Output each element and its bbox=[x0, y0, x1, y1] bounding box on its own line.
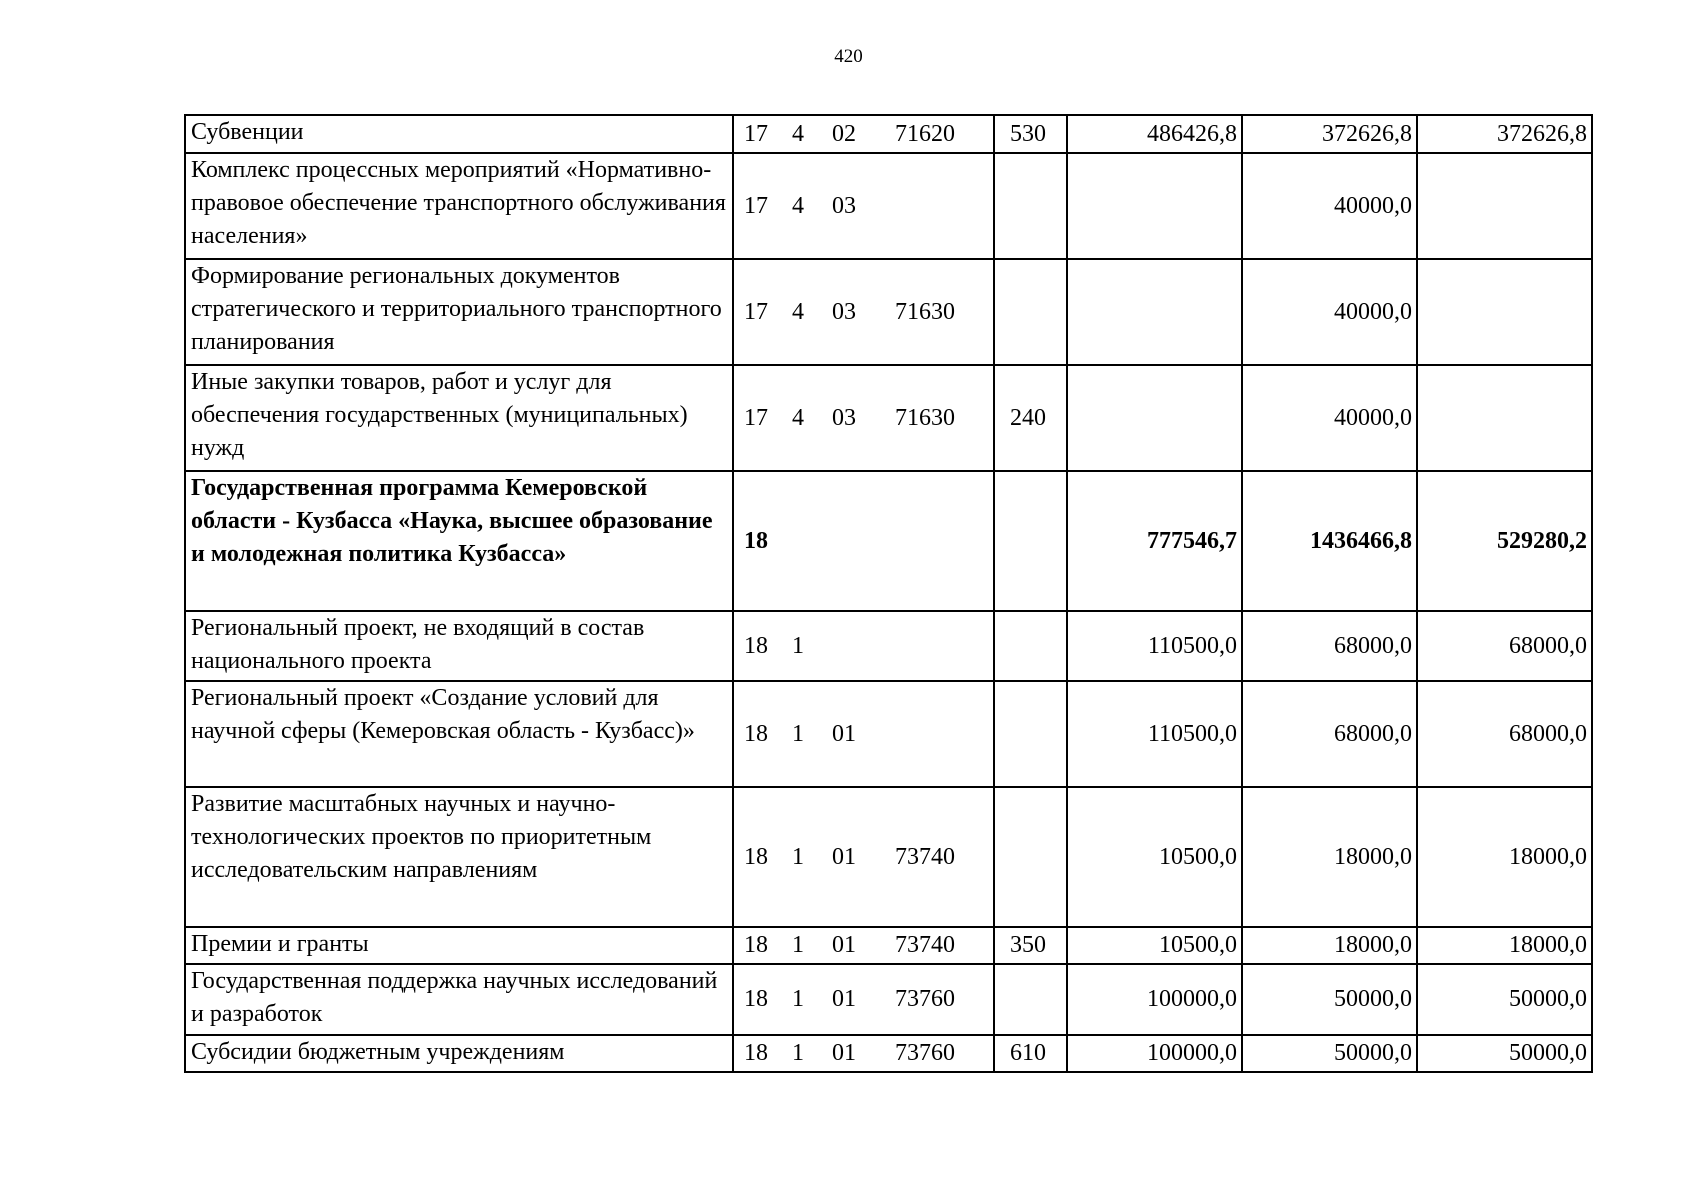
row-name: Развитие масштабных научных и научно-технологических проектов по приоритетным исследовательским направлениям bbox=[185, 787, 733, 927]
row-classification-code bbox=[733, 115, 994, 153]
row-expense-type: 350 bbox=[994, 927, 1067, 964]
row-expense-type bbox=[994, 964, 1067, 1035]
row-name: Субсидии бюджетным учреждениям bbox=[185, 1035, 733, 1072]
row-amount-y1 bbox=[1067, 259, 1242, 365]
table-row bbox=[185, 927, 1592, 964]
code-part-c4: 71630 bbox=[895, 404, 955, 431]
row-expense-type bbox=[994, 259, 1067, 365]
table-row bbox=[185, 259, 1592, 365]
code-part-c4: 73740 bbox=[895, 932, 955, 958]
code-part-c1: 17 bbox=[744, 404, 768, 431]
page-number: 420 bbox=[834, 46, 863, 67]
row-amount-y1: 100000,0 bbox=[1067, 964, 1242, 1035]
code-part-c1: 18 bbox=[744, 1040, 768, 1066]
row-classification-code bbox=[733, 153, 994, 259]
code-part-c1: 17 bbox=[744, 298, 768, 325]
row-amount-y1: 100000,0 bbox=[1067, 1035, 1242, 1072]
row-classification-code bbox=[733, 787, 994, 927]
table-row bbox=[185, 611, 1592, 681]
row-classification-code bbox=[733, 471, 994, 611]
code-part-c2: 1 bbox=[792, 986, 804, 1012]
code-part-c2: 4 bbox=[792, 298, 804, 325]
row-amount-y3: 529280,2 bbox=[1417, 471, 1592, 611]
budget-table-body bbox=[185, 115, 1592, 1072]
code-part-c4: 71620 bbox=[895, 120, 955, 147]
row-amount-y3 bbox=[1417, 259, 1592, 365]
row-amount-y3: 18000,0 bbox=[1417, 927, 1592, 964]
row-amount-y3: 50000,0 bbox=[1417, 964, 1592, 1035]
row-amount-y2: 68000,0 bbox=[1242, 681, 1417, 787]
code-part-c1: 18 bbox=[744, 720, 768, 747]
code-part-c3: 01 bbox=[832, 1040, 856, 1066]
row-expense-type: 240 bbox=[994, 365, 1067, 471]
row-amount-y1 bbox=[1067, 153, 1242, 259]
row-expense-type bbox=[994, 787, 1067, 927]
row-amount-y3: 68000,0 bbox=[1417, 611, 1592, 681]
code-part-c2: 1 bbox=[792, 932, 804, 958]
table-row bbox=[185, 365, 1592, 471]
code-part-c3: 03 bbox=[832, 404, 856, 431]
row-name: Региональный проект «Создание условий для научной сферы (Кемеровская область - Кузбасс)» bbox=[185, 681, 733, 787]
row-amount-y2: 18000,0 bbox=[1242, 927, 1417, 964]
code-part-c3: 03 bbox=[832, 192, 856, 219]
code-part-c2: 1 bbox=[792, 720, 804, 747]
code-part-c2: 4 bbox=[792, 404, 804, 431]
row-classification-code bbox=[733, 611, 994, 681]
code-part-c3: 02 bbox=[832, 120, 856, 147]
row-expense-type bbox=[994, 611, 1067, 681]
row-amount-y3: 68000,0 bbox=[1417, 681, 1592, 787]
row-name: Премии и гранты bbox=[185, 927, 733, 964]
row-amount-y2: 18000,0 bbox=[1242, 787, 1417, 927]
code-part-c1: 17 bbox=[744, 120, 768, 147]
row-amount-y1: 486426,8 bbox=[1067, 115, 1242, 153]
row-amount-y2: 68000,0 bbox=[1242, 611, 1417, 681]
row-amount-y2: 40000,0 bbox=[1242, 153, 1417, 259]
row-amount-y1: 10500,0 bbox=[1067, 927, 1242, 964]
row-name: Формирование региональных документов стратегического и территориального транспортного планирования bbox=[185, 259, 733, 365]
code-part-c3: 01 bbox=[832, 986, 856, 1012]
table-row bbox=[185, 1035, 1592, 1072]
row-classification-code bbox=[733, 259, 994, 365]
row-amount-y3: 18000,0 bbox=[1417, 787, 1592, 927]
row-name: Комплекс процессных мероприятий «Нормативно-правовое обеспечение транспортного обслуживания населения» bbox=[185, 153, 733, 259]
row-amount-y2: 50000,0 bbox=[1242, 964, 1417, 1035]
row-amount-y2: 372626,8 bbox=[1242, 115, 1417, 153]
code-part-c4: 71630 bbox=[895, 298, 955, 325]
row-classification-code bbox=[733, 1035, 994, 1072]
row-amount-y3: 372626,8 bbox=[1417, 115, 1592, 153]
code-part-c3: 01 bbox=[832, 932, 856, 958]
row-expense-type: 530 bbox=[994, 115, 1067, 153]
code-part-c3: 03 bbox=[832, 298, 856, 325]
row-amount-y3: 50000,0 bbox=[1417, 1035, 1592, 1072]
row-name: Иные закупки товаров, работ и услуг для обеспечения государственных (муниципальных) нужд bbox=[185, 365, 733, 471]
row-amount-y3 bbox=[1417, 153, 1592, 259]
code-part-c2: 1 bbox=[792, 1040, 804, 1066]
row-classification-code bbox=[733, 964, 994, 1035]
row-expense-type: 610 bbox=[994, 1035, 1067, 1072]
row-expense-type bbox=[994, 471, 1067, 611]
code-part-c4: 73760 bbox=[895, 1040, 955, 1066]
row-amount-y2: 40000,0 bbox=[1242, 365, 1417, 471]
row-classification-code bbox=[733, 365, 994, 471]
row-classification-code bbox=[733, 927, 994, 964]
code-part-c4: 73760 bbox=[895, 986, 955, 1012]
row-expense-type bbox=[994, 153, 1067, 259]
code-part-c1: 17 bbox=[744, 192, 768, 219]
budget-table bbox=[184, 114, 1593, 1073]
row-amount-y2: 50000,0 bbox=[1242, 1035, 1417, 1072]
code-part-c2: 1 bbox=[792, 632, 804, 659]
code-part-c1: 18 bbox=[744, 932, 768, 958]
code-part-c4: 73740 bbox=[895, 843, 955, 870]
row-name: Субвенции bbox=[185, 115, 733, 153]
code-part-c1: 18 bbox=[744, 986, 768, 1012]
row-expense-type bbox=[994, 681, 1067, 787]
row-name: Региональный проект, не входящий в состав национального проекта bbox=[185, 611, 733, 681]
table-row bbox=[185, 115, 1592, 153]
row-amount-y1: 10500,0 bbox=[1067, 787, 1242, 927]
row-classification-code bbox=[733, 681, 994, 787]
code-part-c2: 4 bbox=[792, 120, 804, 147]
code-part-c3: 01 bbox=[832, 720, 856, 747]
code-part-c1: 18 bbox=[744, 632, 768, 659]
row-amount-y1: 777546,7 bbox=[1067, 471, 1242, 611]
row-amount-y3 bbox=[1417, 365, 1592, 471]
row-amount-y1: 110500,0 bbox=[1067, 611, 1242, 681]
row-amount-y1: 110500,0 bbox=[1067, 681, 1242, 787]
table-row bbox=[185, 153, 1592, 259]
row-name: Государственная программа Кемеровской области - Кузбасса «Наука, высшее образование и молодежная политика Кузбасса» bbox=[185, 471, 733, 611]
table-row bbox=[185, 471, 1592, 611]
code-part-c1: 18 bbox=[744, 843, 768, 870]
code-part-c3: 01 bbox=[832, 843, 856, 870]
table-row bbox=[185, 787, 1592, 927]
row-amount-y2: 1436466,8 bbox=[1242, 471, 1417, 611]
code-part-c2: 1 bbox=[792, 843, 804, 870]
row-amount-y1 bbox=[1067, 365, 1242, 471]
code-part-c1: 18 bbox=[744, 527, 768, 554]
row-amount-y2: 40000,0 bbox=[1242, 259, 1417, 365]
table-row bbox=[185, 681, 1592, 787]
code-part-c2: 4 bbox=[792, 192, 804, 219]
table-row bbox=[185, 964, 1592, 1035]
row-name: Государственная поддержка научных исследований и разработок bbox=[185, 964, 733, 1035]
